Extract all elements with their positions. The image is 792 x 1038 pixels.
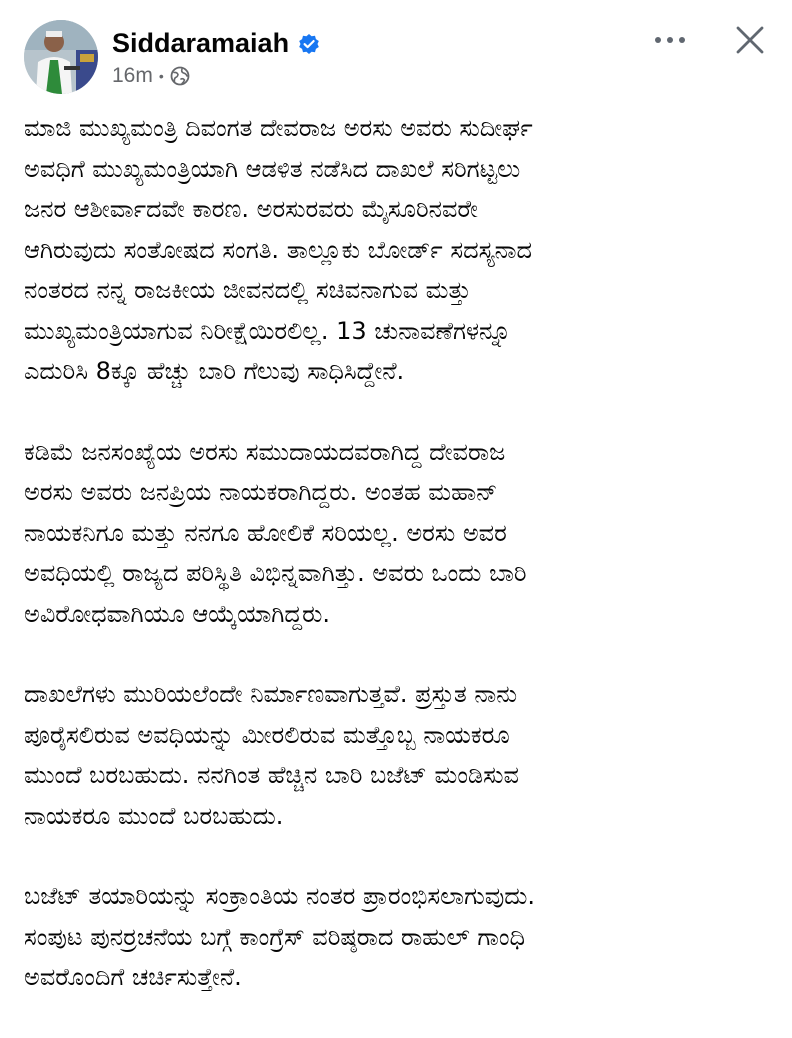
- post-header: [0, 0, 792, 110]
- post-paragraph: ಮಾಜಿ ಮುಖ್ಯಮಂತ್ರಿ ದಿವಂಗತ ದೇವರಾಜ ಅರಸು ಅವರು ಸುದೀರ್ಘ ಅವಧಿಗೆ ಮುಖ್ಯಮಂತ್ರಿಯಾಗಿ ಆಡಳಿತ ನಡೆಸಿದ ದಾಖಲೆ ಸರಿಗಟ್ಟಲು ಜನರ ಆಶೀರ್ವಾದವೇ ಕಾರಣ. ಅರಸುರವರು ಮೈಸೂರಿನವರೇ ಆಗಿರುವುದು ಸಂತೋಷದ ಸಂಗತಿ. ತಾಲ್ಲೂಕು ಬೋರ್ಡ್ ಸದಸ್ಯನಾದ ನಂತರದ ನನ್ನ ರಾಜಕೀಯ ಜೀವನದಲ್ಲಿ ಸಚಿವನಾಗುವ ಮತ್ತು ಮುಖ್ಯಮಂತ್ರಿಯಾಗುವ ನಿರೀಕ್ಷೆಯಿರಲಿಲ್ಲ. 13 ಚುನಾವಣೆಗಳನ್ನೂ ಎದುರಿಸಿ 8ಕ್ಕೂ ಹೆಚ್ಚು ಬಾರಿ ಗೆಲುವು ಸಾಧಿಸಿದ್ದೇನೆ.: [24, 114, 533, 385]
- globe-icon: [170, 66, 190, 86]
- separator-dot: •: [158, 68, 164, 84]
- post-text: [24, 108, 768, 1038]
- more-options-button[interactable]: [648, 22, 692, 58]
- close-button[interactable]: [728, 20, 772, 60]
- post-time[interactable]: 16m: [112, 64, 153, 87]
- close-icon: [735, 25, 765, 55]
- post-meta: [112, 62, 190, 90]
- verified-badge-icon: [298, 33, 320, 55]
- post-paragraph: ಕಡಿಮೆ ಜನಸಂಖ್ಯೆಯ ಅರಸು ಸಮುದಾಯದವರಾಗಿದ್ದ ದೇವರಾಜ ಅರಸು ಅವರು ಜನಪ್ರಿಯ ನಾಯಕರಾಗಿದ್ದರು. ಅಂತಹ ಮಹಾನ್ ನಾಯಕನಿಗೂ ಮತ್ತು ನನಗೂ ಹೋಲಿಕೆ ಸರಿಯಲ್ಲ. ಅರಸು ಅವರ ಅವಧಿಯಲ್ಲಿ ರಾಜ್ಯದ ಪರಿಸ್ಥಿತಿ ವಿಭಿನ್ನವಾಗಿತ್ತು. ಅವರು ಒಂದು ಬಾರಿ ಅವಿರೋಧವಾಗಿಯೂ ಆಯ್ಕೆಯಾಗಿದ್ದರು.: [24, 437, 527, 628]
- post-paragraph: ಬಜೆಟ್ ತಯಾರಿಯನ್ನು ಸಂಕ್ರಾಂತಿಯ ನಂತರ ಪ್ರಾರಂಭಿಸಲಾಗುವುದು. ಸಂಪುಟ ಪುನರ್ರಚನೆಯ ಬಗ್ಗೆ ಕಾಂಗ್ರೆಸ್ ವರಿಷ್ಠರಾದ ರಾಹುಲ್ ಗಾಂಧಿ ಅವರೊಂದಿಗೆ ಚರ್ಚಿಸುತ್ತೇನೆ.: [24, 882, 536, 991]
- avatar[interactable]: [24, 20, 98, 94]
- more-horizontal-icon: [652, 35, 688, 45]
- author-name[interactable]: Siddaramaiah: [112, 28, 290, 58]
- post-paragraph: ದಾಖಲೆಗಳು ಮುರಿಯಲೆಂದೇ ನಿರ್ಮಾಣವಾಗುತ್ತವೆ. ಪ್ರಸ್ತುತ ನಾನು ಪೂರೈಸಲಿರುವ ಅವಧಿಯನ್ನು ಮೀರಲಿರುವ ಮತ್ತೊಬ್ಬ ನಾಯಕರೂ ಮುಂದೆ ಬರಬಹುದು. ನನಗಿಂತ ಹೆಚ್ಚಿನ ಬಾರಿ ಬಜೆಟ್ ಮಂಡಿಸುವ ನಾಯಕರೂ ಮುಂದೆ ಬರಬಹುದು.: [24, 680, 519, 830]
